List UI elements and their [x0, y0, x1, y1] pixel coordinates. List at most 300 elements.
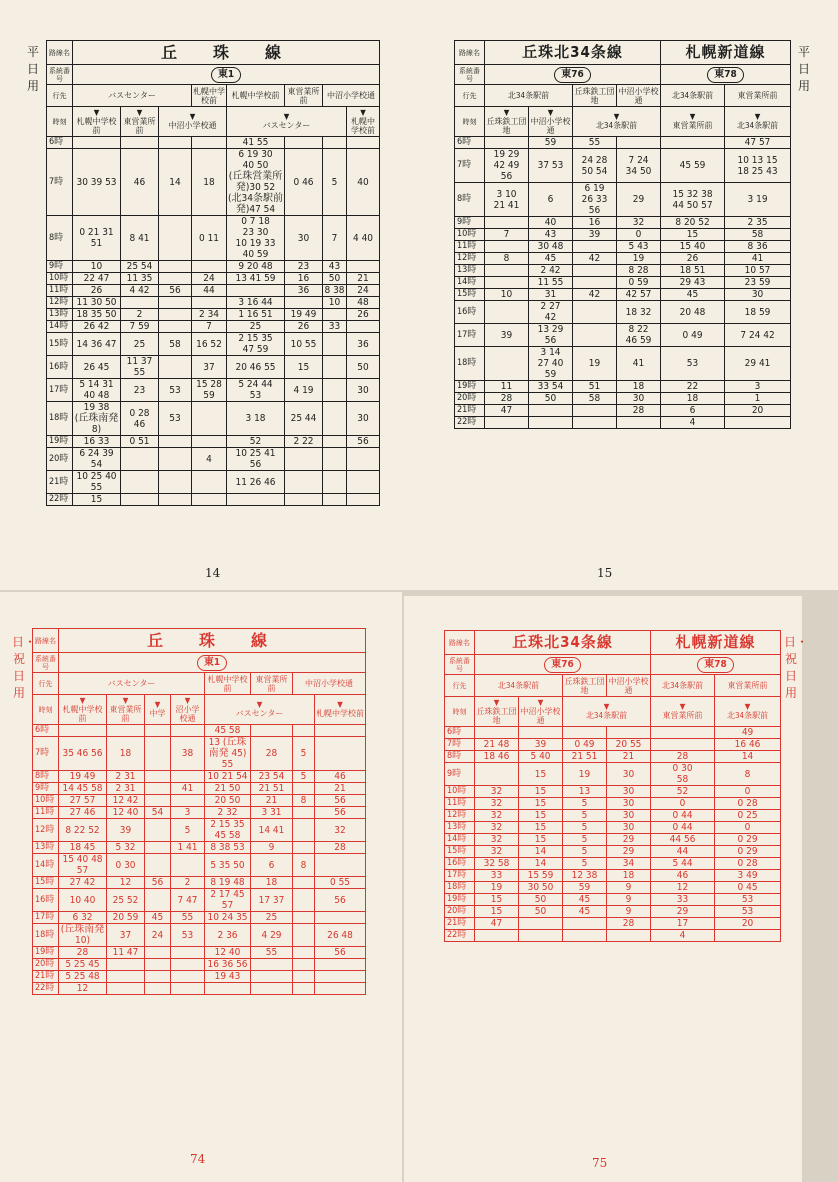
hour-cell: 9時 — [445, 763, 475, 786]
departure-times — [475, 930, 519, 942]
departure-times: 19 49 — [285, 309, 323, 321]
departure-times: 8 — [485, 253, 529, 265]
departure-times: 6 — [529, 183, 573, 217]
departure-times: 32 — [475, 822, 519, 834]
departure-times: 12 38 — [563, 870, 607, 882]
dest-bottom: ▼ 沼小学校通 — [171, 695, 205, 725]
departure-times: 36 — [285, 285, 323, 297]
departure-times — [227, 285, 285, 297]
arrow-down-icon: ▼ — [360, 107, 366, 117]
departure-times: 5 — [293, 771, 315, 783]
hour-row — [33, 971, 366, 983]
departure-times: 53 — [715, 894, 781, 906]
hour-row — [33, 737, 366, 771]
line-label: 路線名 — [33, 629, 59, 653]
hour-row — [455, 183, 791, 217]
hour-cell: 12時 — [47, 297, 73, 309]
departure-times — [107, 959, 145, 971]
departure-times: 20 — [725, 405, 791, 417]
departure-times — [145, 725, 171, 737]
departure-times: 5 — [563, 822, 607, 834]
route-number-2: 東78 — [697, 657, 734, 673]
departure-times: 46 — [315, 771, 366, 783]
departure-times: 0 29 — [715, 846, 781, 858]
departure-times — [192, 436, 227, 448]
dest-label: 行先 — [445, 675, 475, 697]
departure-times: 5 40 — [519, 751, 563, 763]
arrow-down-icon: ▼ — [679, 702, 686, 711]
departure-times — [121, 471, 159, 494]
departure-times: 56 — [315, 947, 366, 959]
hour-cell: 21時 — [33, 971, 59, 983]
departure-times — [159, 448, 192, 471]
dest-top: 北34条駅前 — [661, 85, 725, 107]
departure-times — [323, 436, 347, 448]
departure-times: 45 59 — [661, 149, 725, 183]
departure-times: 37 — [107, 924, 145, 947]
departure-times: 2 34 — [192, 309, 227, 321]
departure-times: 11 26 46 — [227, 471, 285, 494]
hour-row — [33, 959, 366, 971]
departure-times: (丘珠南発 10) — [59, 924, 107, 947]
schedule-type-label — [26, 44, 40, 95]
departure-times: 6 24 39 54 — [73, 448, 121, 471]
departure-times: 24 28 50 54 — [573, 149, 617, 183]
departure-times: 53 — [715, 906, 781, 918]
departure-times — [651, 739, 715, 751]
line-name: 丘珠北34条線 — [485, 41, 661, 65]
departure-times: 39 — [519, 739, 563, 751]
departure-times — [293, 877, 315, 889]
departure-times — [323, 402, 347, 436]
departure-times: 1 41 — [171, 842, 205, 854]
departure-times — [159, 137, 192, 149]
hour-row — [445, 846, 781, 858]
departure-times: 37 — [192, 356, 227, 379]
dest-bottom: ▼ 北34条駅前 — [573, 107, 661, 137]
departure-times: 5 — [563, 858, 607, 870]
departure-times: 2 36 — [205, 924, 251, 947]
departure-times: 27 46 — [59, 807, 107, 819]
arrow-down-icon: ▼ — [503, 107, 510, 117]
route-cell — [485, 65, 661, 85]
departure-times: 15 32 38 44 50 57 — [661, 183, 725, 217]
departure-times: 38 — [171, 737, 205, 771]
departure-times — [192, 494, 227, 506]
line-name: 丘 珠 線 — [59, 629, 366, 653]
departure-times: 2 27 42 — [529, 301, 573, 324]
route-number: 東76 — [554, 67, 591, 83]
departure-times — [145, 889, 171, 912]
dest-top: 東営業所前 — [715, 675, 781, 697]
departure-times: 14 — [715, 751, 781, 763]
departure-times: 26 45 — [73, 356, 121, 379]
arrow-down-icon: ▼ — [744, 702, 751, 711]
departure-times: 12 42 — [107, 795, 145, 807]
departure-times: 15 — [475, 906, 519, 918]
departure-times — [485, 301, 529, 324]
departure-times: 4 40 — [347, 216, 380, 261]
departure-times: 16 — [573, 217, 617, 229]
departure-times: 2 35 — [725, 217, 791, 229]
departure-times — [192, 137, 227, 149]
hour-row — [455, 393, 791, 405]
departure-times: 4 — [192, 448, 227, 471]
departure-times — [519, 930, 563, 942]
departure-times: 30 — [607, 786, 651, 798]
departure-times: 47 57 — [725, 137, 791, 149]
departure-times: 0 — [715, 786, 781, 798]
hour-cell: 20時 — [33, 959, 59, 971]
arrow-down-icon: ▼ — [754, 112, 761, 121]
departure-times — [485, 137, 529, 149]
departure-times — [323, 356, 347, 379]
departure-times: 7 — [192, 321, 227, 333]
departure-times: 42 — [573, 253, 617, 265]
hour-cell: 13時 — [33, 842, 59, 854]
hour-cell: 15時 — [445, 846, 475, 858]
hour-cell: 18時 — [445, 882, 475, 894]
dest-top: 東営業所前 — [725, 85, 791, 107]
departure-times — [293, 983, 315, 995]
departure-times — [293, 807, 315, 819]
departure-times: 28 — [251, 737, 293, 771]
departure-times: 42 — [573, 289, 617, 301]
departure-times — [159, 261, 192, 273]
departure-times: 15 — [661, 229, 725, 241]
departure-times: 5 — [323, 149, 347, 216]
departure-times — [323, 448, 347, 471]
departure-times — [59, 725, 107, 737]
departure-times: 50 — [347, 356, 380, 379]
departure-times: 11 — [485, 381, 529, 393]
departure-times: 7 — [323, 216, 347, 261]
hour-cell: 11時 — [445, 798, 475, 810]
departure-times: 6 19 26 33 56 — [573, 183, 617, 217]
hour-cell: 18時 — [455, 347, 485, 381]
departure-times — [485, 241, 529, 253]
hour-row — [33, 807, 366, 819]
hour-cell: 8時 — [445, 751, 475, 763]
departure-times: 28 — [607, 918, 651, 930]
arrow-down-icon: ▼ — [493, 697, 500, 707]
departure-times: 7 24 42 — [725, 324, 791, 347]
departure-times: 26 — [347, 309, 380, 321]
departure-times: 14 41 — [251, 819, 293, 842]
departure-times: 7 47 — [171, 889, 205, 912]
departure-times: 54 — [145, 807, 171, 819]
timetable — [46, 40, 380, 506]
departure-times: 0 25 — [715, 810, 781, 822]
dest-bottom: ▼ 中沼小学校通 — [520, 697, 561, 725]
schedule-type-label — [784, 634, 809, 702]
departure-times: 59 — [529, 137, 573, 149]
departure-times: 18 — [661, 393, 725, 405]
hour-cell: 19時 — [455, 381, 485, 393]
departure-times: 15 — [73, 494, 121, 506]
departure-times — [293, 725, 315, 737]
departure-times: 53 — [159, 402, 192, 436]
hour-cell: 19時 — [33, 947, 59, 959]
line-label: 路線名 — [455, 41, 485, 65]
departure-times: 20 55 — [607, 739, 651, 751]
departure-times: 11 37 55 — [121, 356, 159, 379]
departure-times: 3 — [725, 381, 791, 393]
departure-times — [145, 842, 171, 854]
dest-top: 中沼小学校通 — [323, 85, 380, 107]
departure-times — [607, 727, 651, 739]
departure-times: 0 44 — [651, 810, 715, 822]
departure-times: 21 51 — [563, 751, 607, 763]
hour-row — [445, 930, 781, 942]
departure-times: 20 — [715, 918, 781, 930]
departure-times — [159, 273, 192, 285]
departure-times: 46 — [651, 870, 715, 882]
departure-times: 50 — [519, 906, 563, 918]
route-cell-2 — [651, 655, 781, 675]
hour-cell: 11時 — [47, 285, 73, 297]
route-cell — [475, 655, 651, 675]
departure-times — [323, 471, 347, 494]
dest-bottom: ▼ 丘珠鉄工団地 — [476, 697, 517, 725]
departure-times — [715, 930, 781, 942]
hour-row — [445, 918, 781, 930]
hour-row — [455, 381, 791, 393]
departure-times — [293, 912, 315, 924]
dest-bottom: ▼ 中学 — [145, 695, 171, 725]
departure-times: 6 — [251, 854, 293, 877]
departure-times: 30 — [607, 822, 651, 834]
hour-cell: 7時 — [445, 739, 475, 751]
departure-times — [171, 959, 205, 971]
departure-times: 7 59 — [121, 321, 159, 333]
hour-row — [445, 894, 781, 906]
departure-times: 40 — [529, 217, 573, 229]
departure-times: 45 — [145, 912, 171, 924]
departure-times — [519, 727, 563, 739]
departure-times: 9 — [607, 894, 651, 906]
hour-row — [33, 783, 366, 795]
route-number: 東1 — [197, 655, 227, 671]
departure-times: 4 29 — [251, 924, 293, 947]
departure-times: 41 — [725, 253, 791, 265]
departure-times: 15 — [519, 786, 563, 798]
departure-times: 24 — [192, 273, 227, 285]
departure-times: 50 — [529, 393, 573, 405]
timetable-body — [33, 725, 366, 995]
departure-times: 32 58 — [475, 858, 519, 870]
departure-times: 9 — [607, 906, 651, 918]
departure-times — [323, 379, 347, 402]
hour-cell: 12時 — [445, 810, 475, 822]
departure-times: 23 59 — [725, 277, 791, 289]
departure-times: 10 — [323, 297, 347, 309]
page-weekday-right — [412, 0, 838, 590]
departure-times: 0 30 — [107, 854, 145, 877]
dest-bottom: ▼ 北34条駅前 — [715, 697, 781, 727]
page-number: 74 — [190, 1152, 206, 1166]
hour-cell: 17時 — [47, 379, 73, 402]
departure-times: 9 — [607, 882, 651, 894]
hour-cell: 21時 — [47, 471, 73, 494]
departure-times — [159, 216, 192, 261]
hour-cell: 6時 — [33, 725, 59, 737]
departure-times — [529, 405, 573, 417]
dest-top: 札幌中学校前 — [205, 673, 251, 695]
departure-times — [145, 947, 171, 959]
departure-times: 0 7 18 23 30 10 19 33 40 59 — [227, 216, 285, 261]
schedule-type-text: 日・祝日用 — [12, 635, 37, 700]
route-number: 東1 — [211, 67, 241, 83]
dest-bottom: ▼ 東営業所前 — [121, 107, 159, 137]
departure-times: 22 — [661, 381, 725, 393]
arrow-down-icon: ▼ — [613, 112, 620, 121]
departure-times: 32 — [475, 846, 519, 858]
departure-times: 26 48 — [315, 924, 366, 947]
hour-cell: 16時 — [455, 301, 485, 324]
departure-times: 5 25 45 — [59, 959, 107, 971]
hour-cell: 17時 — [33, 912, 59, 924]
departure-times: 15 — [285, 356, 323, 379]
hour-cell: 22時 — [47, 494, 73, 506]
departure-times: 0 51 — [121, 436, 159, 448]
departure-times: 59 — [563, 882, 607, 894]
dest-top: 東営業所前 — [251, 673, 293, 695]
departure-times — [171, 725, 205, 737]
hour-row — [47, 402, 380, 436]
departure-times: 52 — [651, 786, 715, 798]
departure-times — [159, 297, 192, 309]
departure-times: 0 46 — [285, 149, 323, 216]
departure-times: 33 — [323, 321, 347, 333]
departure-times: 8 36 — [725, 241, 791, 253]
departure-times — [251, 959, 293, 971]
departure-times — [485, 347, 529, 381]
departure-times: 49 — [715, 727, 781, 739]
dest-label: 行先 — [33, 673, 59, 695]
departure-times: 44 — [651, 846, 715, 858]
hour-cell: 9時 — [33, 783, 59, 795]
departure-times — [171, 947, 205, 959]
departure-times: 5 43 — [617, 241, 661, 253]
hour-row — [455, 149, 791, 183]
departure-times: 25 54 — [121, 261, 159, 273]
departure-times: 2 22 — [285, 436, 323, 448]
departure-times: 24 — [145, 924, 171, 947]
departure-times: 3 — [171, 807, 205, 819]
hour-row — [455, 253, 791, 265]
departure-times: 15 — [519, 810, 563, 822]
dest-bottom: ▼ 東営業所前 — [651, 697, 715, 727]
hour-cell: 14時 — [33, 854, 59, 877]
departure-times — [323, 494, 347, 506]
hour-row — [47, 356, 380, 379]
hour-cell: 17時 — [445, 870, 475, 882]
departure-times — [485, 277, 529, 289]
departure-times: 25 — [121, 333, 159, 356]
departure-times: 13 41 59 — [227, 273, 285, 285]
departure-times: 0 49 — [563, 739, 607, 751]
departure-times: 55 — [573, 137, 617, 149]
arrow-down-icon: ▼ — [93, 107, 100, 117]
hour-cell: 8時 — [33, 771, 59, 783]
hour-cell: 14時 — [47, 321, 73, 333]
hour-row — [47, 261, 380, 273]
departure-times: 36 — [347, 333, 380, 356]
hour-row — [33, 819, 366, 842]
departure-times: 21 — [607, 751, 651, 763]
dest-bottom: ▼ 東営業所前 — [661, 107, 725, 137]
departure-times: 19 38 (丘珠南発 8) — [73, 402, 121, 436]
departure-times — [159, 436, 192, 448]
departure-times: 27 57 — [59, 795, 107, 807]
departure-times: 0 11 — [192, 216, 227, 261]
departure-times: 14 36 47 — [73, 333, 121, 356]
hour-row — [445, 786, 781, 798]
hour-row — [445, 763, 781, 786]
departure-times: 32 — [315, 819, 366, 842]
timetable — [32, 628, 366, 995]
departure-times: 19 — [563, 763, 607, 786]
dest-top: 北34条駅前 — [651, 675, 715, 697]
departure-times: 0 55 — [315, 877, 366, 889]
departure-times: 51 — [573, 381, 617, 393]
departure-times: 2 31 — [107, 783, 145, 795]
departure-times: 28 — [315, 842, 366, 854]
departure-times — [145, 854, 171, 877]
departure-times: 29 — [607, 846, 651, 858]
departure-times: 0 — [617, 229, 661, 241]
departure-times — [293, 889, 315, 912]
departure-times — [323, 333, 347, 356]
hour-row — [445, 834, 781, 846]
departure-times: 14 — [159, 149, 192, 216]
departure-times — [171, 795, 205, 807]
departure-times — [347, 448, 380, 471]
departure-times: 8 41 — [121, 216, 159, 261]
departure-times: 26 — [661, 253, 725, 265]
departure-times: 1 — [725, 393, 791, 405]
departure-times: 2 — [171, 877, 205, 889]
departure-times: 11 35 — [121, 273, 159, 285]
departure-times — [347, 321, 380, 333]
departure-times: 29 — [651, 906, 715, 918]
departure-times: 19 — [617, 253, 661, 265]
hour-row — [445, 858, 781, 870]
hour-cell: 15時 — [47, 333, 73, 356]
departure-times: 2 42 — [529, 265, 573, 277]
hour-cell: 16時 — [33, 889, 59, 912]
dest-bottom: ▼ 中沼小学校通 — [530, 107, 571, 135]
departure-times: 0 44 — [651, 822, 715, 834]
departure-times — [485, 265, 529, 277]
departure-times: 4 — [661, 417, 725, 429]
departure-times: 41 55 — [227, 137, 285, 149]
departure-times: 21 — [315, 783, 366, 795]
departure-times: 15 — [519, 822, 563, 834]
departure-times: 28 — [59, 947, 107, 959]
hour-cell: 19時 — [47, 436, 73, 448]
departure-times: 30 — [285, 216, 323, 261]
dest-top: 中沼小学校通 — [607, 675, 651, 697]
departure-times: 5 24 44 53 — [227, 379, 285, 402]
route-label: 系統番号 — [47, 65, 73, 85]
departure-times: 3 19 — [725, 183, 791, 217]
hour-row — [455, 301, 791, 324]
hour-row — [47, 436, 380, 448]
departure-times: 8 20 52 — [661, 217, 725, 229]
departure-times: 47 — [475, 918, 519, 930]
